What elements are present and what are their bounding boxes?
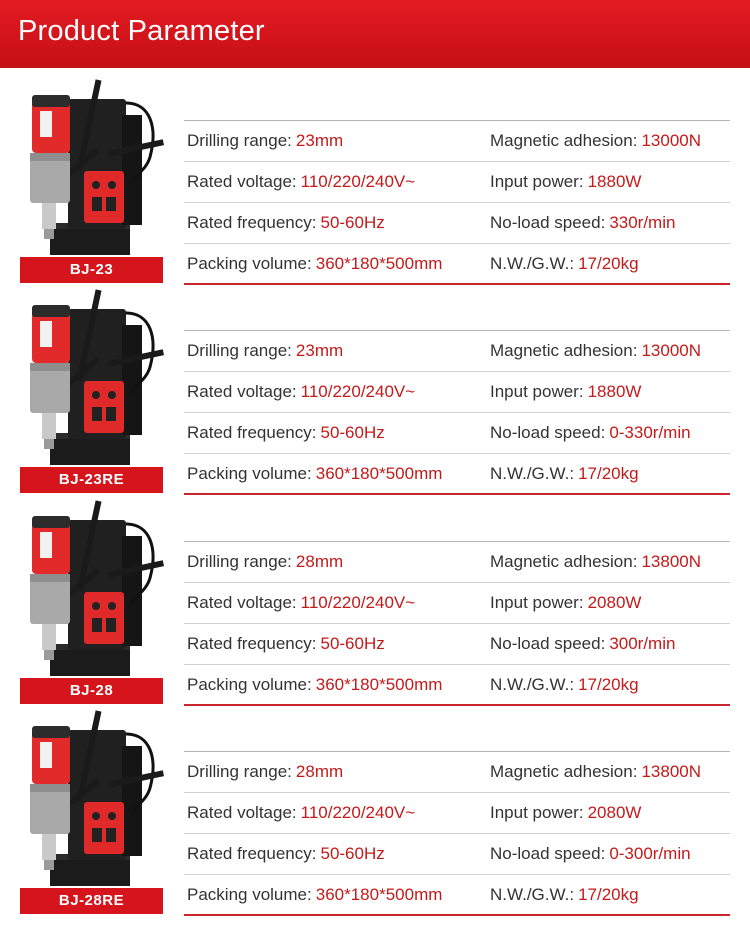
no-load-speed-label: No-load speed	[490, 844, 601, 863]
nw-gw-label: N.W./G.W.	[490, 885, 570, 904]
model-label: BJ-23RE	[20, 467, 163, 493]
spec-row	[184, 542, 730, 583]
model-label: BJ-28	[20, 678, 163, 704]
drilling-range-value: 28mm	[295, 552, 344, 571]
product-card-bj-28re	[0, 710, 750, 920]
spec-row	[184, 372, 730, 413]
packing-volume-label: Packing volume	[187, 885, 308, 904]
input-power-value: 1880W	[587, 172, 642, 191]
spec-row	[184, 752, 730, 793]
magnetic-adhesion-value: 13000N	[641, 341, 702, 360]
header-banner	[0, 0, 750, 68]
model-label: BJ-23	[20, 257, 163, 283]
packing-volume-label: Packing volume	[187, 254, 308, 273]
rated-frequency-value: 50-60Hz	[320, 634, 385, 653]
magnetic-drill-image	[26, 500, 166, 678]
rated-voltage-label: Rated voltage	[187, 593, 292, 612]
no-load-speed-label: No-load speed	[490, 423, 601, 442]
rated-frequency-label: Rated frequency	[187, 634, 312, 653]
spec-row	[184, 583, 730, 624]
rated-frequency: Rated frequency: 50-60Hz	[187, 634, 385, 653]
magnetic-adhesion-value: 13000N	[641, 131, 702, 150]
spec-row	[184, 162, 730, 203]
no-load-speed: No-load speed: 0-330r/min	[490, 423, 691, 442]
rated-frequency-label: Rated frequency	[187, 213, 312, 232]
rated-voltage: Rated voltage: 110/220/240V~	[187, 803, 416, 822]
no-load-speed: No-load speed: 300r/min	[490, 634, 676, 653]
drilling-range: Drilling range: 28mm	[187, 762, 344, 781]
nw-gw-label: N.W./G.W.	[490, 464, 570, 483]
spec-table	[184, 541, 730, 706]
drilling-range-label: Drilling range	[187, 552, 288, 571]
magnetic-adhesion: Magnetic adhesion: 13000N	[490, 131, 702, 150]
packing-volume-value: 360*180*500mm	[315, 675, 443, 694]
nw-gw-value: 17/20kg	[578, 464, 639, 483]
rated-voltage-label: Rated voltage	[187, 382, 292, 401]
input-power: Input power: 1880W	[490, 172, 642, 191]
rated-frequency-value: 50-60Hz	[320, 213, 385, 232]
input-power: Input power: 2080W	[490, 593, 642, 612]
rated-voltage: Rated voltage: 110/220/240V~	[187, 172, 416, 191]
no-load-speed: No-load speed: 0-300r/min	[490, 844, 691, 863]
magnetic-drill-image	[26, 289, 166, 467]
product-card-bj-28	[0, 500, 750, 710]
magnetic-adhesion-label: Magnetic adhesion	[490, 762, 633, 781]
spec-row	[184, 665, 730, 705]
drilling-range-label: Drilling range	[187, 341, 288, 360]
drilling-range-label: Drilling range	[187, 762, 288, 781]
nw-gw: N.W./G.W.: 17/20kg	[490, 885, 639, 904]
no-load-speed-value: 300r/min	[609, 634, 676, 653]
magnetic-adhesion-label: Magnetic adhesion	[490, 552, 633, 571]
no-load-speed-label: No-load speed	[490, 213, 601, 232]
input-power-value: 1880W	[587, 382, 642, 401]
product-card-bj-23re	[0, 289, 750, 499]
packing-volume-label: Packing volume	[187, 464, 308, 483]
magnetic-adhesion: Magnetic adhesion: 13000N	[490, 341, 702, 360]
magnetic-adhesion: Magnetic adhesion: 13800N	[490, 552, 702, 571]
spec-row	[184, 875, 730, 915]
nw-gw: N.W./G.W.: 17/20kg	[490, 675, 639, 694]
magnetic-adhesion-value: 13800N	[641, 762, 702, 781]
drilling-range-value: 23mm	[295, 341, 344, 360]
magnetic-drill-image	[26, 79, 166, 257]
spec-row	[184, 244, 730, 284]
packing-volume-label: Packing volume	[187, 675, 308, 694]
packing-volume: Packing volume: 360*180*500mm	[187, 675, 443, 694]
rated-frequency-label: Rated frequency	[187, 423, 312, 442]
magnetic-adhesion-label: Magnetic adhesion	[490, 131, 633, 150]
packing-volume: Packing volume: 360*180*500mm	[187, 254, 443, 273]
no-load-speed-value: 0-300r/min	[609, 844, 691, 863]
nw-gw-value: 17/20kg	[578, 885, 639, 904]
rated-frequency-value: 50-60Hz	[320, 844, 385, 863]
input-power-value: 2080W	[587, 803, 642, 822]
page-title: Product Parameter	[18, 15, 265, 47]
packing-volume-value: 360*180*500mm	[315, 885, 443, 904]
drilling-range: Drilling range: 23mm	[187, 131, 344, 150]
input-power-label: Input power	[490, 382, 579, 401]
nw-gw-label: N.W./G.W.	[490, 675, 570, 694]
nw-gw: N.W./G.W.: 17/20kg	[490, 254, 639, 273]
input-power-label: Input power	[490, 803, 579, 822]
nw-gw-label: N.W./G.W.	[490, 254, 570, 273]
rated-frequency: Rated frequency: 50-60Hz	[187, 844, 385, 863]
nw-gw-value: 17/20kg	[578, 254, 639, 273]
model-label: BJ-28RE	[20, 888, 163, 914]
rated-voltage-value: 110/220/240V~	[300, 382, 416, 401]
rated-voltage-label: Rated voltage	[187, 172, 292, 191]
drilling-range-label: Drilling range	[187, 131, 288, 150]
rated-voltage-value: 110/220/240V~	[300, 803, 416, 822]
rated-frequency-label: Rated frequency	[187, 844, 312, 863]
packing-volume: Packing volume: 360*180*500mm	[187, 885, 443, 904]
packing-volume: Packing volume: 360*180*500mm	[187, 464, 443, 483]
no-load-speed-value: 0-330r/min	[609, 423, 691, 442]
input-power: Input power: 1880W	[490, 382, 642, 401]
spec-row	[184, 793, 730, 834]
spec-row	[184, 624, 730, 665]
rated-frequency-value: 50-60Hz	[320, 423, 385, 442]
nw-gw-value: 17/20kg	[578, 675, 639, 694]
rated-voltage: Rated voltage: 110/220/240V~	[187, 382, 416, 401]
spec-row	[184, 121, 730, 162]
rated-voltage-value: 110/220/240V~	[300, 593, 416, 612]
spec-row	[184, 331, 730, 372]
magnetic-adhesion-value: 13800N	[641, 552, 702, 571]
spec-row	[184, 413, 730, 454]
nw-gw: N.W./G.W.: 17/20kg	[490, 464, 639, 483]
drilling-range-value: 23mm	[295, 131, 344, 150]
packing-volume-value: 360*180*500mm	[315, 254, 443, 273]
rated-frequency: Rated frequency: 50-60Hz	[187, 213, 385, 232]
spec-table	[184, 751, 730, 916]
input-power-label: Input power	[490, 172, 579, 191]
product-card-bj-23	[0, 79, 750, 289]
no-load-speed: No-load speed: 330r/min	[490, 213, 676, 232]
magnetic-drill-image	[26, 710, 166, 888]
drilling-range: Drilling range: 23mm	[187, 341, 344, 360]
input-power: Input power: 2080W	[490, 803, 642, 822]
spec-row	[184, 454, 730, 494]
rated-voltage: Rated voltage: 110/220/240V~	[187, 593, 416, 612]
spec-table	[184, 330, 730, 495]
magnetic-adhesion: Magnetic adhesion: 13800N	[490, 762, 702, 781]
drilling-range: Drilling range: 28mm	[187, 552, 344, 571]
input-power-label: Input power	[490, 593, 579, 612]
spec-row	[184, 834, 730, 875]
no-load-speed-label: No-load speed	[490, 634, 601, 653]
no-load-speed-value: 330r/min	[609, 213, 676, 232]
spec-table	[184, 120, 730, 285]
drilling-range-value: 28mm	[295, 762, 344, 781]
packing-volume-value: 360*180*500mm	[315, 464, 443, 483]
rated-frequency: Rated frequency: 50-60Hz	[187, 423, 385, 442]
spec-row	[184, 203, 730, 244]
magnetic-adhesion-label: Magnetic adhesion	[490, 341, 633, 360]
rated-voltage-value: 110/220/240V~	[300, 172, 416, 191]
input-power-value: 2080W	[587, 593, 642, 612]
rated-voltage-label: Rated voltage	[187, 803, 292, 822]
